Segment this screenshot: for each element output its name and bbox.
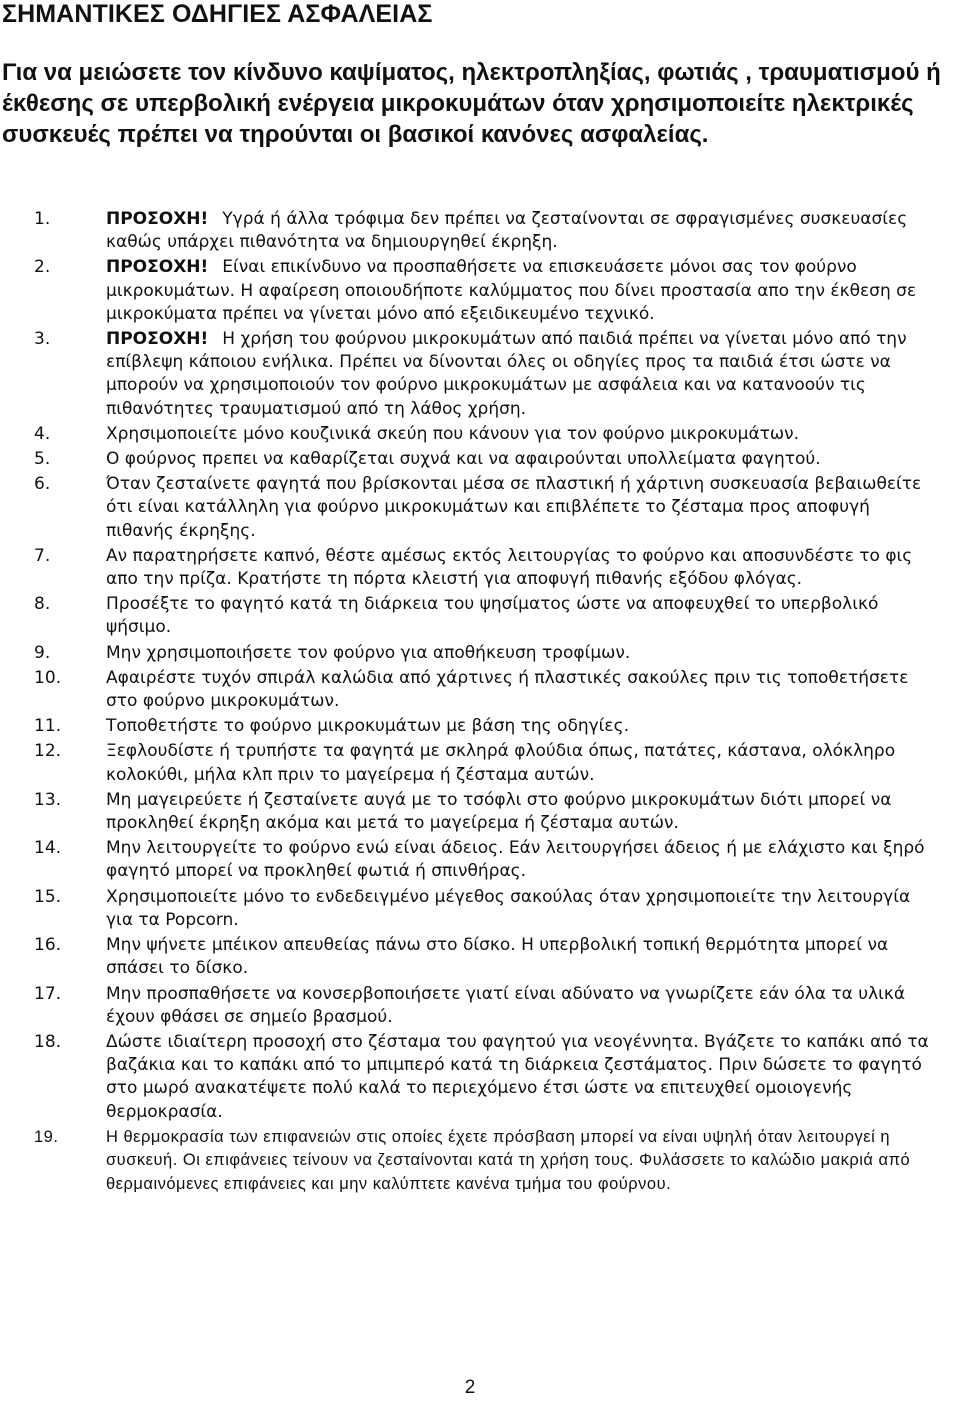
item-number: 11. xyxy=(34,716,62,737)
item-text: Ξεφλουδίστε ή τρυπήστε τα φαγητά με σκληρά φλούδια όπως, πατάτες, κάστανα, ολόκληρο κολοκύθι, μήλα κλπ πριν το μαγείρεμα ή ζέσταμα αυτών. xyxy=(106,741,896,785)
item-text: Αφαιρέστε τυχόν σπιράλ καλώδια από χάρτινες ή πλαστικές σακούλες πριν τις τοποθετήσετε στο φούρνο μικροκυμάτων. xyxy=(106,667,909,712)
instruction-item xyxy=(0,593,940,639)
item-text: Η χρήση του φούρνου μικροκυμάτων από παιδιά πρέπει να γίνεται μόνο από την επίβλεψη κάποιου ενήλικα. Πρέπει να δίνονται όλες οι οδηγίες προς τα παιδιά έτσι ώστε να μπορούν να χρησιμοποιούν τον φούρνο μικροκυμάτων με ασφάλεια και να κατανοούν τις πιθανότητες τραυματισμού από τη λάθος χρήση. xyxy=(106,329,907,419)
item-number: 10. xyxy=(34,667,62,688)
warning-label: ΠΡΟΣΟΧΗ! xyxy=(106,329,209,350)
item-text: Μην λειτουργείτε το φούρνο ενώ είναι άδειος. Εάν λειτουργήσει άδειος ή με ελάχιστο και ξηρό φαγητό μπορεί να προκληθεί φωτιά ή σπινθήρας. xyxy=(106,838,925,882)
item-number: 5. xyxy=(34,449,51,470)
instruction-item xyxy=(0,256,940,326)
page-title: ΣΗΜΑΝΤΙΚΕΣ ΟΔΗΓΙΕΣ ΑΣΦΑΛΕΙΑΣ xyxy=(2,0,433,28)
instruction-item xyxy=(0,423,940,446)
item-number: 17. xyxy=(34,983,62,1004)
item-text: Χρησιμοποιείτε μόνο κουζινικά σκεύη που κάνουν για τον φούρνο μικροκυμάτων. xyxy=(106,423,800,444)
item-number: 15. xyxy=(34,886,62,907)
instruction-item xyxy=(0,667,940,713)
item-number: 1. xyxy=(34,209,51,229)
item-text: Μη μαγειρεύετε ή ζεσταίνετε αυγά με το τσόφλι στο φούρνο μικροκυμάτων διότι μπορεί να προκληθεί έκρηξη ακόμα και μετά το μαγείρεμα ή ζέσταμα αυτών. xyxy=(106,789,892,834)
instruction-item xyxy=(0,473,940,543)
instruction-item xyxy=(0,642,940,665)
instruction-item xyxy=(0,715,940,738)
instruction-item xyxy=(0,448,940,471)
item-number: 8. xyxy=(34,594,51,615)
page-number: 2 xyxy=(464,1377,476,1398)
intro-paragraph: Για να μειώσετε τον κίνδυνο καψίματος, ηλεκτροπληξίας, φωτιάς , τραυματισμού ή έκθεσης σε υπερβολική ενέργεια μικροκυμάτων όταν χρησιμοποιείτε ηλεκτρικές συσκευές πρέπει να τηρούνται οι βασικοί κανόνες ασφαλείας. xyxy=(2,59,941,148)
item-text: Δώστε ιδιαίτερη προσοχή στο ζέσταμα του φαγητού για νεογέννητα. Βγάζετε το καπάκι από τα βαζάκια και το καπάκι από το μπιμπερό κατά τη διάρκεια ζεστάματος. Πριν δώσετε το φαγητό στο μωρό ανακατέψετε πολύ καλά το περιεχόμενο έτσι ώστε να επιτευχθεί ομοιογενής θερμοκρασία. xyxy=(106,1031,929,1122)
item-text: Προσέξτε το φαγητό κατά τη διάρκεια του ψησίματος ώστε να αποφευχθεί το υπερβολικό ψήσιμο. xyxy=(106,594,879,638)
instruction-item xyxy=(0,328,940,421)
item-number: 7. xyxy=(34,545,51,566)
warning-label: ΠΡΟΣΟΧΗ! xyxy=(106,209,209,229)
item-text: Μην προσπαθήσετε να κονσερβοποιήσετε γιατί είναι αδύνατο να γνωρίζετε εάν όλα τα υλικά έχουν φθάσει σε σημείο βρασμού. xyxy=(106,983,906,1027)
item-number: 18. xyxy=(34,1031,62,1052)
instruction-item xyxy=(0,983,940,1029)
item-number: 6. xyxy=(34,474,51,495)
instruction-item xyxy=(0,208,940,254)
safety-instructions-list xyxy=(0,208,940,1198)
item-text: Τοποθετήστε το φούρνο μικροκυμάτων με βάση της οδηγίες. xyxy=(106,716,629,737)
warning-label: ΠΡΟΣΟΧΗ! xyxy=(106,257,209,278)
item-text: Μην χρησιμοποιήσετε τον φούρνο για αποθήκευση τροφίμων. xyxy=(106,642,631,663)
item-number: 2. xyxy=(34,257,51,278)
instruction-item xyxy=(0,1126,940,1197)
item-text: Όταν ζεσταίνετε φαγητά που βρίσκονται μέσα σε πλαστική ή χάρτινη συσκευασία βεβαιωθείτε ότι είναι κατάλληλη για φούρνο μικροκυμάτων και επιβλέπετε το ζέσταμα προς αποφυγή πιθανής έκρηξης. xyxy=(106,474,922,541)
instruction-item xyxy=(0,837,940,883)
item-number: 4. xyxy=(34,423,51,444)
item-number: 9. xyxy=(34,642,51,663)
item-number: 13. xyxy=(34,789,62,810)
item-text: Ο φούρνος πρεπει να καθαρίζεται συχνά και να αφαιρούνται υπολλείματα φαγητού. xyxy=(106,449,821,470)
instruction-item xyxy=(0,740,940,786)
item-text: Είναι επικίνδυνο να προσπαθήσετε να επισκευάσετε μόνοι σας τον φούρνο μικροκυμάτων. Η αφαίρεση οποιουδήποτε καλύμματος που δίνει προστασία απο την έκθεση σε μικροκύματα πρέπει να γίνεται μόνο από εξειδικευμένο τεχνικό. xyxy=(106,257,917,324)
instruction-item xyxy=(0,1031,940,1124)
item-number: 14. xyxy=(34,838,62,859)
item-text: Αν παρατηρήσετε καπνό, θέστε αμέσως εκτός λειτουργίας το φούρνο και αποσυνδέστε το φις απο την πρίζα. Κρατήστε τη πόρτα κλειστή για αποφυγή πιθανής εξόδου φλόγας. xyxy=(106,545,913,590)
instruction-item xyxy=(0,886,940,932)
item-number: 12. xyxy=(34,741,62,762)
item-number: 16. xyxy=(34,935,62,956)
item-text: Χρησιμοποιείτε μόνο το ενδεδειγμένο μέγεθος σακούλας όταν χρησιμοποιείτε την λειτουργία για τα Popcorn. xyxy=(106,886,911,930)
item-text: Η θερμοκρασία των επιφανειών στις οποίες έχετε πρόσβαση μπορεί να είναι υψηλή όταν λειτουργεί η συσκευή. Οι επιφάνειες τείνουν να ζεσταίνονται κατά τη χρήση τους. Φυλάσσετε το καλώδιο μακριά από θερμαινόμενες επιφάνειες και μην καλύπτετε κανένα τμήμα του φούρνου. xyxy=(106,1127,911,1193)
item-number: 3. xyxy=(34,329,51,350)
item-text: Μην ψήνετε μπέικον απευθείας πάνω στο δίσκο. Η υπερβολική τοπική θερμότητα μπορεί να σπάσει το δίσκο. xyxy=(106,935,889,979)
instruction-item xyxy=(0,934,940,980)
instruction-item xyxy=(0,545,940,591)
instruction-item xyxy=(0,789,940,835)
item-text: Υγρά ή άλλα τρόφιμα δεν πρέπει να ζεσταίνονται σε σφραγισμένες συσκευασίες καθώς υπάρχει πιθανότητα να δημιουργηθεί έκρηξη. xyxy=(106,209,908,253)
item-number: 19. xyxy=(34,1127,59,1146)
